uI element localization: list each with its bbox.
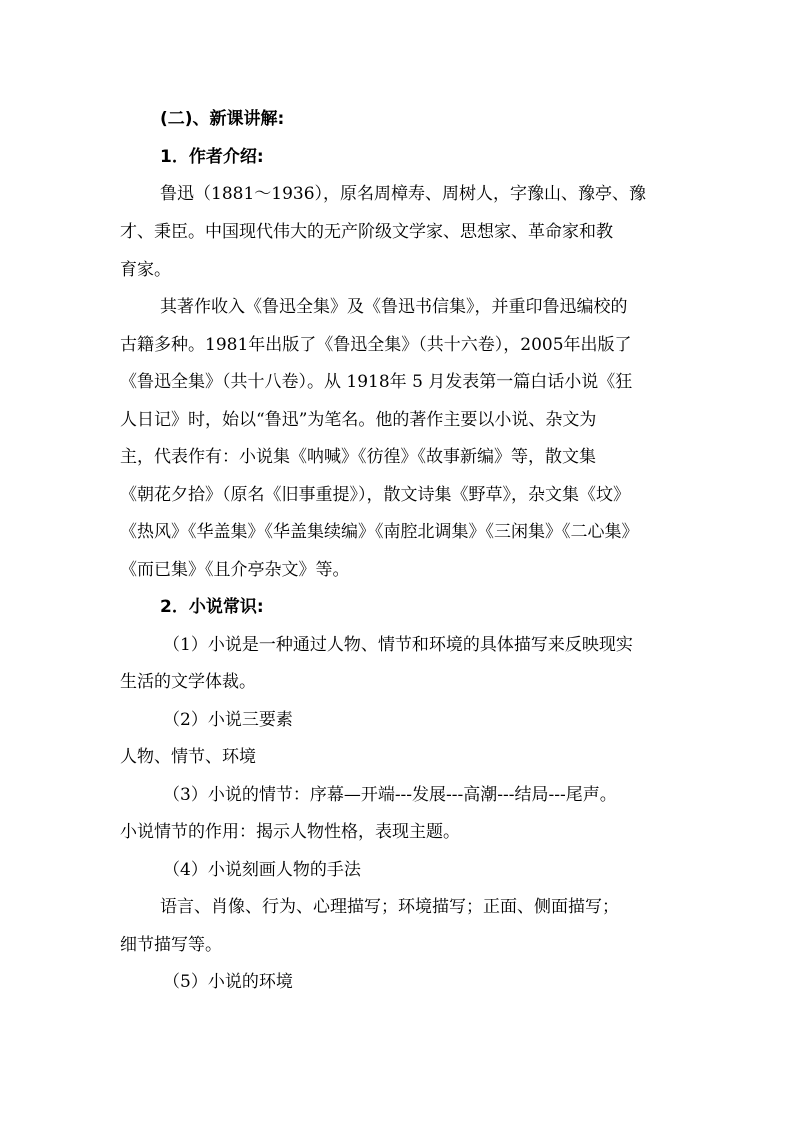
paragraph-line: 人日记》时，始以“鲁迅”为笔名。他的著作主要以小说、杂文为 — [120, 410, 597, 430]
list-item: （1）小说是一种通过人物、情节和环境的具体描写来反映现实 — [163, 635, 633, 655]
paragraph-line: 其著作收入《鲁迅全集》及《鲁迅书信集》，并重印鲁迅编校的 — [160, 297, 628, 317]
paragraph-line: 人物、情节、环境 — [120, 747, 256, 767]
list-item: （3）小说的情节：序幕—开端---发展---高潮---结局---尾声。 — [163, 785, 617, 805]
paragraph-line: 主，代表作有：小说集《呐喊》《彷徨》《故事新编》等，散文集 — [120, 447, 596, 467]
paragraph-line: 才、秉臣。中国现代伟大的无产阶级文学家、思想家、革命家和教 — [120, 222, 613, 242]
subheading-novel-knowledge: 2．小说常识: — [160, 597, 264, 617]
paragraph-line: 《而已集》《且介亭杂文》等。 — [120, 560, 350, 580]
paragraph-line: 《朝花夕拾》（原名《旧事重提》），散文诗集《野草》，杂文集《坟》 — [120, 485, 630, 505]
section-heading-new-lesson: (二)、新课讲解: — [160, 109, 285, 129]
paragraph-line: 古籍多种。1981年出版了《鲁迅全集》（共十六卷），2005年出版了 — [120, 335, 632, 355]
list-item: （5）小说的环境 — [163, 972, 293, 992]
paragraph-line: 鲁迅（1881～1936），原名周樟寿、周树人，字豫山、豫亭、豫 — [160, 184, 647, 204]
list-item: （4）小说刻画人物的手法 — [163, 860, 361, 880]
paragraph-line: 育家。 — [120, 260, 171, 280]
paragraph-line: 小说情节的作用：揭示人物性格，表现主题。 — [120, 822, 460, 842]
paragraph-line: 《鲁迅全集》（共十八卷）。从 1918年 5 月发表第一篇白话小说《狂 — [120, 372, 633, 392]
paragraph-line: 细节描写等。 — [120, 935, 222, 955]
subheading-author-intro: 1．作者介绍: — [160, 147, 264, 167]
paragraph-line: 语言、肖像、行为、心理描写；环境描写；正面、侧面描写； — [160, 897, 619, 917]
paragraph-line: 《热风》《华盖集》《华盖集续编》《南腔北调集》《三闲集》《二心集》 — [120, 522, 639, 542]
paragraph-line: 生活的文学体裁。 — [120, 672, 256, 692]
list-item: （2）小说三要素 — [163, 710, 293, 730]
